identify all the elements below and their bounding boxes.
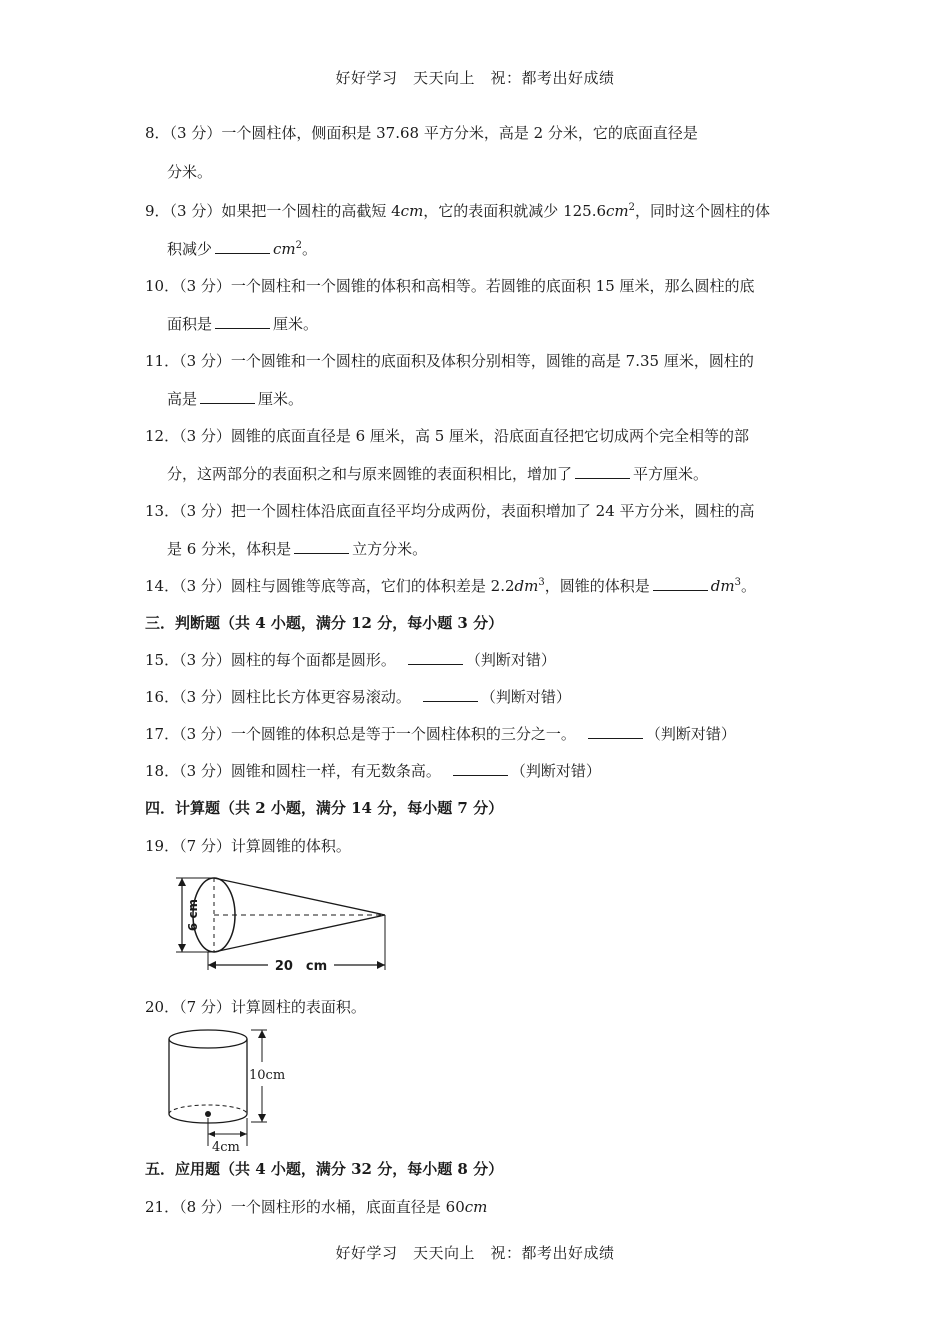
question-13-line-1: 13．（3 分）把一个圆柱体沿底面直径平均分成两份，表面积增加了 24 平方分米，圆柱的高 [145,502,755,520]
question-11-line-2 [167,388,303,409]
question-8-line-1: 8．（3 分）一个圆柱体，侧面积是 37.68 平方分米，高是 2 分米，它的底面直径是 [145,124,698,142]
question-21 [145,1196,487,1217]
section-3-heading: 三．判断题（共 4 小题，满分 12 分，每小题 3 分） [145,614,504,632]
cylinder-radius-label: 4cm [212,1140,240,1154]
cone-diameter-label: 6 cm [186,898,200,932]
question-11-line-1: 11．（3 分）一个圆锥和一个圆柱的底面积及体积分别相等，圆锥的高是 7.35 厘米，圆柱的 [145,352,754,370]
q9-text-a: 9．（3 分）如果把一个圆柱的高截短 4 [145,202,401,220]
q9-line2-a: 积减少 [167,240,213,258]
q16-hint: （判断对错） [480,688,571,706]
q9-text-c: ，同时这个圆柱的体 [635,202,771,220]
q15-text: 15．（3 分）圆柱的每个面都是圆形。 [145,651,396,669]
q9-unit-cm: cm [400,202,424,220]
question-8-line-2: 分米。 [167,163,213,181]
q10-line2-b: 厘米。 [273,315,319,333]
question-18 [145,760,601,781]
q14-answer-blank[interactable] [653,576,708,591]
question-16 [145,686,571,707]
q14-text-a: 14．（3 分）圆柱与圆锥等底等高，它们的体积差是 2.2 [145,577,515,595]
question-10-line-1: 10．（3 分）一个圆柱和一个圆锥的体积和高相等。若圆锥的底面积 15 厘米，那么圆柱的底 [145,277,755,295]
cone-length-label: 20 cm [274,959,328,974]
q14-sup: 3 [538,577,545,588]
q11-line2-a: 高是 [167,390,198,408]
page-header: 好好学习 天天向上 祝：都考出好成绩 [335,69,615,87]
q18-answer-blank[interactable] [453,761,508,776]
question-9-line-2 [167,238,317,259]
question-10-line-2 [167,313,318,334]
q12-line2-a: 分，这两部分的表面积之和与原来圆锥的表面积相比，增加了 [167,465,573,483]
question-15 [145,649,556,670]
q18-text: 18．（3 分）圆锥和圆柱一样，有无数条高。 [145,762,441,780]
q14-text-b: ，圆锥的体积是 [544,577,650,595]
question-13-line-2 [167,538,427,559]
q14-end: 。 [740,577,756,595]
q17-text: 17．（3 分）一个圆锥的体积总是等于一个圆柱体积的三分之一。 [145,725,576,743]
q10-answer-blank[interactable] [215,314,270,329]
q11-line2-b: 厘米。 [258,390,304,408]
q16-text: 16．（3 分）圆柱比长方体更容易滚动。 [145,688,411,706]
question-20: 20．（7 分）计算圆柱的表面积。 [145,998,366,1016]
q21-text: 21．（8 分）一个圆柱形的水桶，底面直径是 60 [145,1198,465,1216]
q14-unit: dm [514,577,539,595]
q18-hint: （判断对错） [510,762,601,780]
section-5-heading: 五．应用题（共 4 小题，满分 32 分，每小题 8 分） [145,1160,504,1178]
question-17 [145,723,736,744]
cylinder-figure [165,1024,325,1154]
q9-sup-2: 2 [295,240,303,251]
cone-figure [170,870,420,980]
q12-answer-blank[interactable] [575,464,630,479]
q15-answer-blank[interactable] [408,650,463,665]
q13-line2-b: 立方分米。 [352,540,428,558]
q14-unit-2: dm [710,577,735,595]
q17-hint: （判断对错） [645,725,736,743]
question-12-line-2 [167,463,708,484]
q9-unit-cm3: cm [273,240,296,258]
q13-answer-blank[interactable] [294,539,349,554]
q10-line2-a: 面积是 [167,315,213,333]
q11-answer-blank[interactable] [200,389,255,404]
cylinder-height-label: 10cm [249,1068,286,1083]
page-footer: 好好学习 天天向上 祝：都考出好成绩 [335,1244,615,1262]
q9-sup: 2 [628,202,636,213]
q12-line2-b: 平方厘米。 [633,465,709,483]
q14-sup-2: 3 [734,577,741,588]
q15-hint: （判断对错） [465,651,556,669]
q17-answer-blank[interactable] [588,724,643,739]
q9-unit-cm2: cm [606,202,629,220]
question-14 [145,575,756,596]
question-19: 19．（7 分）计算圆锥的体积。 [145,837,351,855]
q16-answer-blank[interactable] [423,687,478,702]
q9-line2-end: 。 [302,240,318,258]
q13-line2-a: 是 6 分米，体积是 [167,540,292,558]
q9-answer-blank[interactable] [215,239,270,254]
q9-text-b: ，它的表面积就减少 125.6 [423,202,607,220]
q21-unit: cm [464,1198,488,1216]
question-9-line-1 [145,200,770,221]
section-4-heading: 四．计算题（共 2 小题，满分 14 分，每小题 7 分） [145,799,504,817]
question-12-line-1: 12．（3 分）圆锥的底面直径是 6 厘米，高 5 厘米，沿底面直径把它切成两个完全相等的部 [145,427,750,445]
